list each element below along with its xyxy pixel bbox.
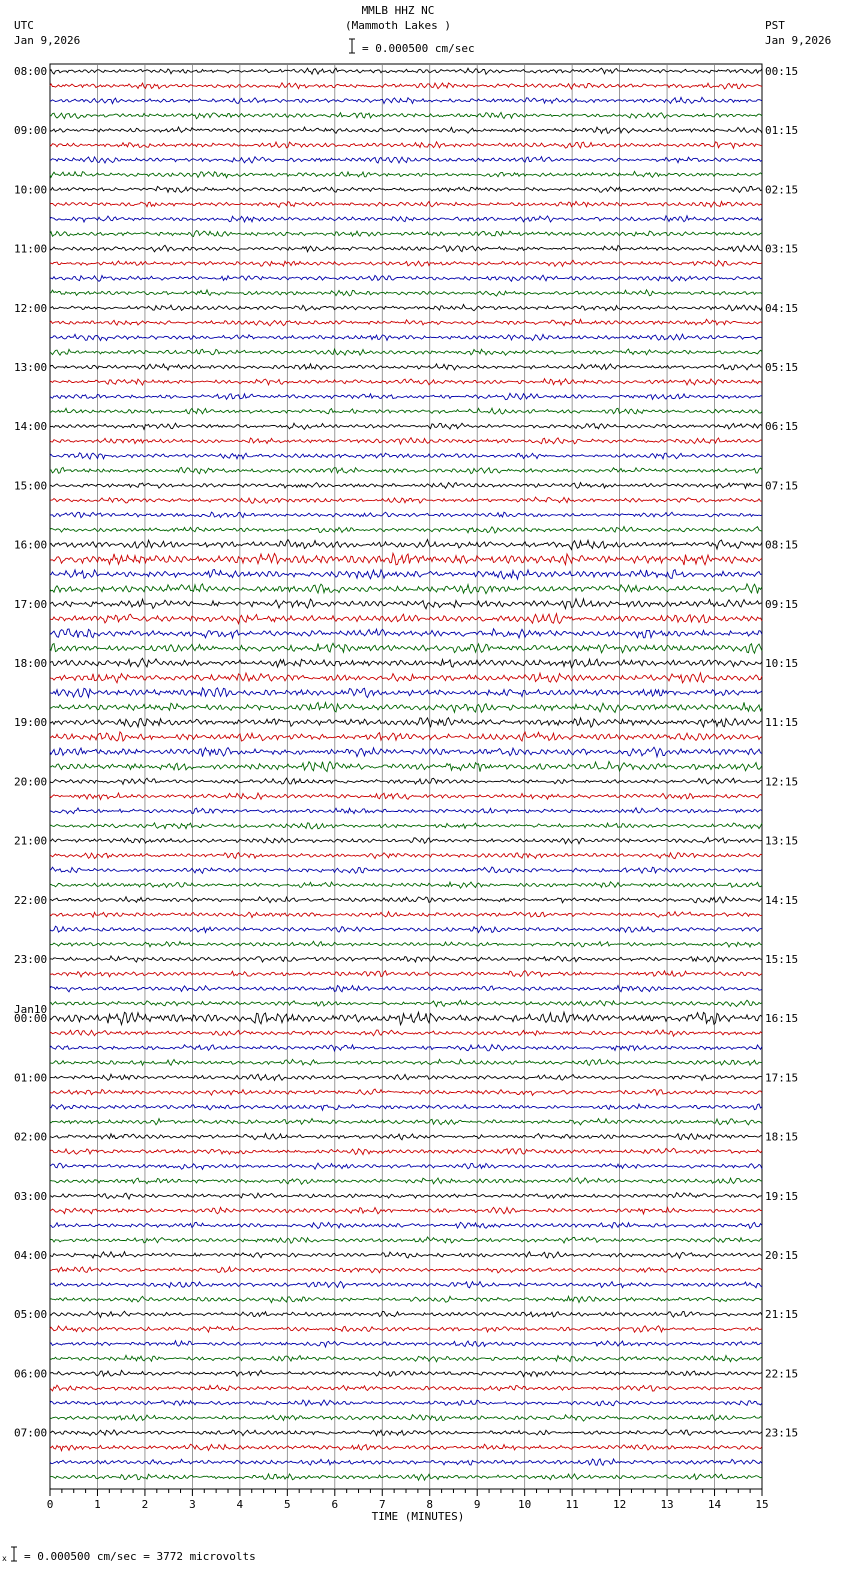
x-tick-label: 1	[94, 1498, 101, 1511]
trace-30	[50, 497, 762, 503]
utc-hour-label: 03:00	[14, 1189, 48, 1203]
trace-29	[50, 483, 762, 489]
pst-hour-label: 11:15	[765, 716, 799, 730]
trace-55	[50, 867, 762, 873]
trace-21	[50, 364, 762, 370]
pst-hour-label: 10:15	[765, 657, 799, 670]
trace-59	[50, 926, 762, 932]
trace-8	[50, 171, 762, 177]
trace-63	[50, 986, 762, 992]
trace-60	[50, 941, 762, 947]
trace-10	[50, 201, 762, 207]
trace-83	[50, 1282, 762, 1288]
scale-label: = 0.000500 cm/sec	[362, 42, 475, 55]
trace-46	[50, 732, 762, 741]
trace-20	[50, 349, 762, 355]
pst-hour-labels	[765, 65, 798, 1440]
x-tick-label: 6	[331, 1498, 339, 1511]
trace-69	[50, 1074, 762, 1080]
pst-hour-label: 17:15	[765, 1071, 799, 1085]
trace-11	[50, 216, 762, 222]
pst-hour-label: 12:15	[765, 775, 799, 789]
trace-28	[50, 467, 762, 473]
trace-15	[50, 275, 762, 281]
trace-92	[50, 1415, 762, 1421]
x-tick-label: 11	[565, 1498, 579, 1511]
utc-hour-label: 12:00	[14, 301, 48, 315]
trace-94	[50, 1444, 762, 1451]
x-tick-label: 15	[755, 1498, 769, 1511]
trace-62	[50, 971, 762, 977]
utc-hour-label: 14:00	[14, 420, 48, 434]
trace-85	[50, 1311, 762, 1317]
pst-hour-label: 07:15	[765, 479, 799, 493]
trace-13	[50, 245, 762, 252]
pst-hour-label: 23:15	[765, 1426, 799, 1440]
utc-hour-label: 16:00	[14, 538, 48, 552]
footer-scale-note: = 0.000500 cm/sec = 3772 microvolts	[24, 1550, 256, 1563]
trace-66	[50, 1030, 762, 1036]
pst-hour-label: 01:15	[765, 124, 799, 138]
pst-hour-label: 02:15	[765, 183, 799, 197]
pst-hour-label: 20:15	[765, 1249, 799, 1262]
trace-93	[50, 1430, 762, 1436]
utc-hour-label: 11:00	[14, 242, 48, 256]
trace-70	[50, 1089, 762, 1095]
x-tick-label: 4	[236, 1498, 244, 1511]
pst-hour-label: 13:15	[765, 834, 799, 848]
trace-14	[50, 260, 762, 266]
trace-19	[50, 334, 762, 340]
utc-hour-label: 04:00	[14, 1249, 48, 1262]
trace-25	[50, 423, 762, 429]
trace-37	[50, 599, 762, 609]
trace-3	[50, 97, 762, 103]
trace-51	[50, 808, 762, 814]
trace-88	[50, 1355, 762, 1362]
x-axis-label: TIME (MINUTES)	[371, 1510, 465, 1523]
x-tick-label: 2	[141, 1498, 149, 1511]
trace-91	[50, 1400, 762, 1406]
utc-hour-label: 20:00	[14, 775, 48, 789]
trace-82	[50, 1267, 762, 1273]
trace-73	[50, 1133, 762, 1139]
trace-47	[50, 747, 762, 757]
utc-hour-label: 15:00	[14, 479, 48, 493]
left-timezone: UTC	[14, 19, 34, 32]
trace-89	[50, 1370, 762, 1376]
utc-hour-label: 21:00	[14, 834, 48, 848]
right-date: Jan 9,2026	[765, 34, 832, 47]
scale-bar-icon	[349, 39, 355, 53]
x-axis	[47, 1489, 769, 1511]
utc-hour-label: 00:00	[14, 1012, 48, 1026]
trace-54	[50, 853, 762, 859]
trace-75	[50, 1163, 762, 1169]
trace-56	[50, 882, 762, 888]
utc-hour-label: 13:00	[14, 361, 48, 374]
trace-6	[50, 142, 762, 148]
trace-61	[50, 956, 762, 962]
x-tick-label: 12	[612, 1498, 627, 1511]
utc-hour-label: 19:00	[14, 716, 48, 730]
utc-hour-label: 10:00	[14, 183, 48, 197]
trace-52	[50, 823, 762, 829]
utc-hour-label: 01:00	[14, 1071, 48, 1085]
trace-44	[50, 702, 762, 712]
trace-87	[50, 1341, 762, 1347]
pst-hour-label: 21:15	[765, 1308, 799, 1322]
trace-49	[50, 778, 762, 784]
trace-35	[50, 570, 762, 580]
trace-71	[50, 1104, 762, 1110]
trace-1	[50, 68, 762, 74]
trace-58	[50, 912, 762, 918]
trace-77	[50, 1193, 762, 1199]
utc-hour-label: 18:00	[14, 657, 48, 670]
trace-41	[50, 658, 762, 667]
trace-64	[50, 1000, 762, 1006]
x-tick-label: 10	[518, 1498, 532, 1511]
footer-scale-icon	[11, 1547, 17, 1561]
trace-76	[50, 1178, 762, 1185]
trace-18	[50, 319, 762, 326]
trace-65	[50, 1012, 762, 1025]
trace-36	[50, 584, 762, 594]
trace-5	[50, 127, 762, 133]
utc-hour-label: 06:00	[14, 1367, 48, 1381]
x-tick-label: 13	[660, 1498, 674, 1511]
trace-7	[50, 157, 762, 163]
pst-hour-label: 09:15	[765, 597, 799, 611]
trace-16	[50, 290, 762, 296]
x-tick-label: 8	[426, 1498, 434, 1511]
trace-48	[50, 762, 762, 772]
trace-23	[50, 393, 762, 399]
x-tick-label: 5	[284, 1498, 291, 1511]
pst-hour-label: 03:15	[765, 242, 799, 256]
pst-hour-label: 00:15	[765, 65, 799, 78]
utc-hour-label: 08:00	[14, 65, 48, 78]
trace-68	[50, 1059, 762, 1065]
trace-2	[50, 83, 762, 89]
x-tick-label: 9	[473, 1498, 481, 1511]
pst-hour-label: 04:15	[765, 301, 799, 315]
utc-hour-label: 23:00	[14, 953, 48, 966]
trace-17	[50, 305, 762, 311]
trace-9	[50, 187, 762, 193]
pst-hour-label: 14:15	[765, 893, 799, 907]
trace-42	[50, 673, 762, 683]
trace-80	[50, 1237, 762, 1243]
trace-84	[50, 1296, 762, 1302]
station-title: MMLB HHZ NC	[361, 4, 435, 17]
trace-12	[50, 231, 762, 237]
location-title: (Mammoth Lakes )	[345, 19, 451, 32]
trace-72	[50, 1119, 762, 1125]
trace-81	[50, 1252, 762, 1259]
utc-hour-label: 07:00	[14, 1426, 48, 1440]
pst-hour-label: 15:15	[765, 953, 799, 966]
trace-34	[50, 553, 762, 565]
x-tick-label: 14	[707, 1498, 722, 1511]
trace-53	[50, 838, 762, 844]
trace-43	[50, 688, 762, 698]
utc-hour-label: 05:00	[14, 1308, 48, 1322]
trace-95	[50, 1459, 762, 1466]
trace-24	[50, 408, 762, 414]
trace-78	[50, 1207, 762, 1214]
x-tick-label: 0	[46, 1498, 54, 1511]
trace-74	[50, 1148, 762, 1154]
x-tick-label: 7	[378, 1498, 386, 1511]
utc-hour-label: 02:00	[14, 1130, 48, 1144]
trace-79	[50, 1222, 762, 1228]
pst-hour-label: 19:15	[765, 1189, 799, 1203]
trace-26	[50, 438, 762, 444]
utc-hour-labels	[14, 65, 47, 1440]
trace-67	[50, 1045, 762, 1051]
day-change-label: Jan10	[14, 1003, 48, 1016]
utc-hour-label: 17:00	[14, 597, 48, 611]
footer-marker: x	[2, 1554, 7, 1563]
left-date: Jan 9,2026	[14, 34, 81, 47]
x-tick-label: 3	[189, 1498, 196, 1511]
pst-hour-label: 18:15	[765, 1130, 799, 1144]
trace-57	[50, 897, 762, 903]
trace-50	[50, 793, 762, 800]
trace-32	[50, 527, 762, 534]
pst-hour-label: 08:15	[765, 538, 799, 552]
trace-86	[50, 1326, 762, 1332]
trace-22	[50, 379, 762, 385]
trace-90	[50, 1385, 762, 1391]
utc-hour-label: 22:00	[14, 893, 48, 907]
trace-45	[50, 718, 762, 728]
trace-38	[50, 614, 762, 624]
pst-hour-label: 06:15	[765, 420, 799, 434]
trace-33	[50, 540, 762, 550]
trace-group	[50, 68, 762, 1480]
trace-27	[50, 453, 762, 459]
trace-40	[50, 643, 762, 653]
pst-hour-label: 05:15	[765, 361, 799, 374]
trace-39	[50, 629, 762, 638]
pst-hour-label: 16:15	[765, 1012, 799, 1026]
trace-4	[50, 112, 762, 118]
utc-hour-label: 09:00	[14, 124, 48, 138]
right-timezone: PST	[765, 19, 785, 32]
trace-31	[50, 512, 762, 518]
trace-96	[50, 1474, 762, 1480]
pst-hour-label: 22:15	[765, 1367, 799, 1381]
